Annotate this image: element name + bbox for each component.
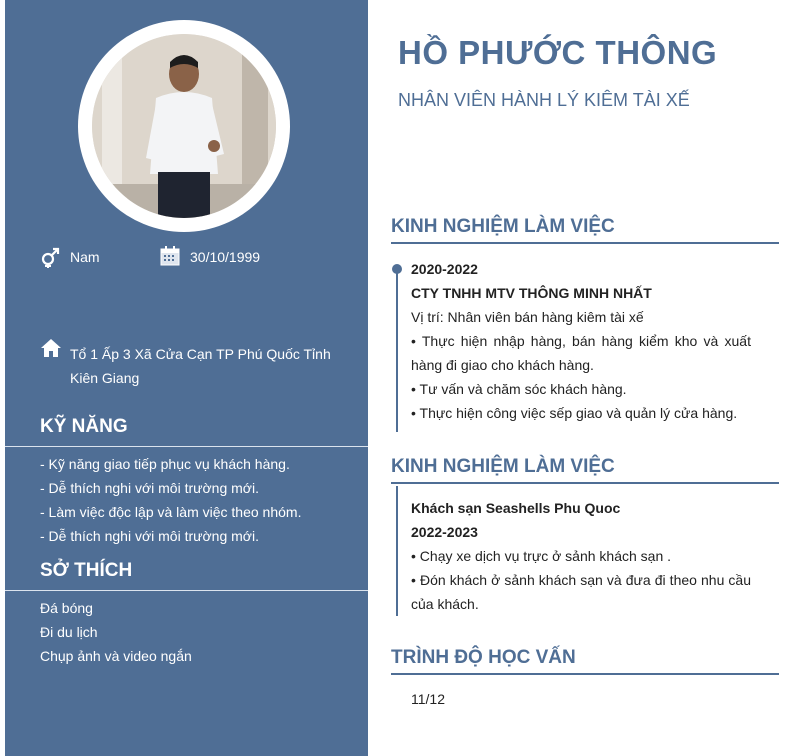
experience-period: 2022-2023 — [411, 524, 478, 540]
list-item: - Dễ thích nghi với môi trường mới. — [40, 528, 259, 544]
list-item: Đi du lịch — [40, 624, 98, 640]
list-item: Chụp ảnh và video ngắn — [40, 648, 192, 664]
timeline-line — [396, 486, 398, 616]
person-name: HỒ PHƯỚC THÔNG — [398, 34, 718, 71]
experience-divider — [391, 482, 779, 484]
gender-icon — [40, 247, 62, 269]
education-level: 11/12 — [411, 691, 445, 707]
gender-value: Nam — [70, 249, 100, 265]
experience-divider — [391, 242, 779, 244]
experience-position: Vị trí: Nhân viên bán hàng kiêm tài xế — [411, 309, 644, 325]
experience-heading: KINH NGHIỆM LÀM VIỆC — [391, 456, 615, 477]
calendar-icon — [160, 246, 180, 266]
list-item: Đá bóng — [40, 600, 93, 616]
timeline-line — [396, 268, 398, 432]
education-divider — [391, 673, 779, 675]
experience-heading: KINH NGHIỆM LÀM VIỆC — [391, 216, 615, 237]
hobbies-list — [40, 596, 192, 668]
education-heading: TRÌNH ĐỘ HỌC VẤN — [391, 647, 576, 668]
job-title: NHÂN VIÊN HÀNH LÝ KIÊM TÀI XẾ — [398, 90, 690, 110]
profile-photo — [92, 34, 276, 218]
home-icon — [40, 338, 62, 358]
skills-heading: KỸ NĂNG — [40, 416, 128, 437]
skills-list — [40, 452, 301, 548]
list-item: - Dễ thích nghi với môi trường mới. — [40, 480, 259, 496]
experience-task: • Chạy xe dịch vụ trực ở sảnh khách sạn . — [411, 548, 672, 564]
skills-divider — [5, 446, 368, 447]
experience-task: • Thực hiện công việc sếp giao và quản lý cửa hàng. — [411, 405, 738, 421]
address-value: Tổ 1 Ấp 3 Xã Cửa Cạn TP Phú Quốc Tỉnh Kiên Giang — [70, 346, 331, 386]
list-item: - Kỹ năng giao tiếp phục vụ khách hàng. — [40, 456, 290, 472]
avatar — [78, 20, 290, 232]
hobbies-heading: SỞ THÍCH — [40, 560, 133, 581]
birthday-value: 30/10/1999 — [190, 249, 261, 265]
experience-company: Khách sạn Seashells Phu Quoc — [411, 500, 621, 516]
experience-period: 2020-2022 — [411, 261, 478, 277]
experience-company: CTY TNHH MTV THÔNG MINH NHẤT — [411, 285, 652, 301]
experience-entry — [411, 257, 751, 425]
experience-entry — [411, 496, 751, 616]
experience-task: • Đón khách ở sảnh khách sạn và đưa đi theo nhu cầu của khách. — [411, 572, 751, 612]
experience-task: • Tư vấn và chăm sóc khách hàng. — [411, 381, 627, 397]
experience-task: • Thực hiện nhập hàng, bán hàng kiểm kho và xuất hàng đi giao cho khách hàng. — [411, 333, 751, 373]
hobbies-divider — [5, 590, 368, 591]
list-item: - Làm việc độc lập và làm việc theo nhóm. — [40, 504, 302, 520]
